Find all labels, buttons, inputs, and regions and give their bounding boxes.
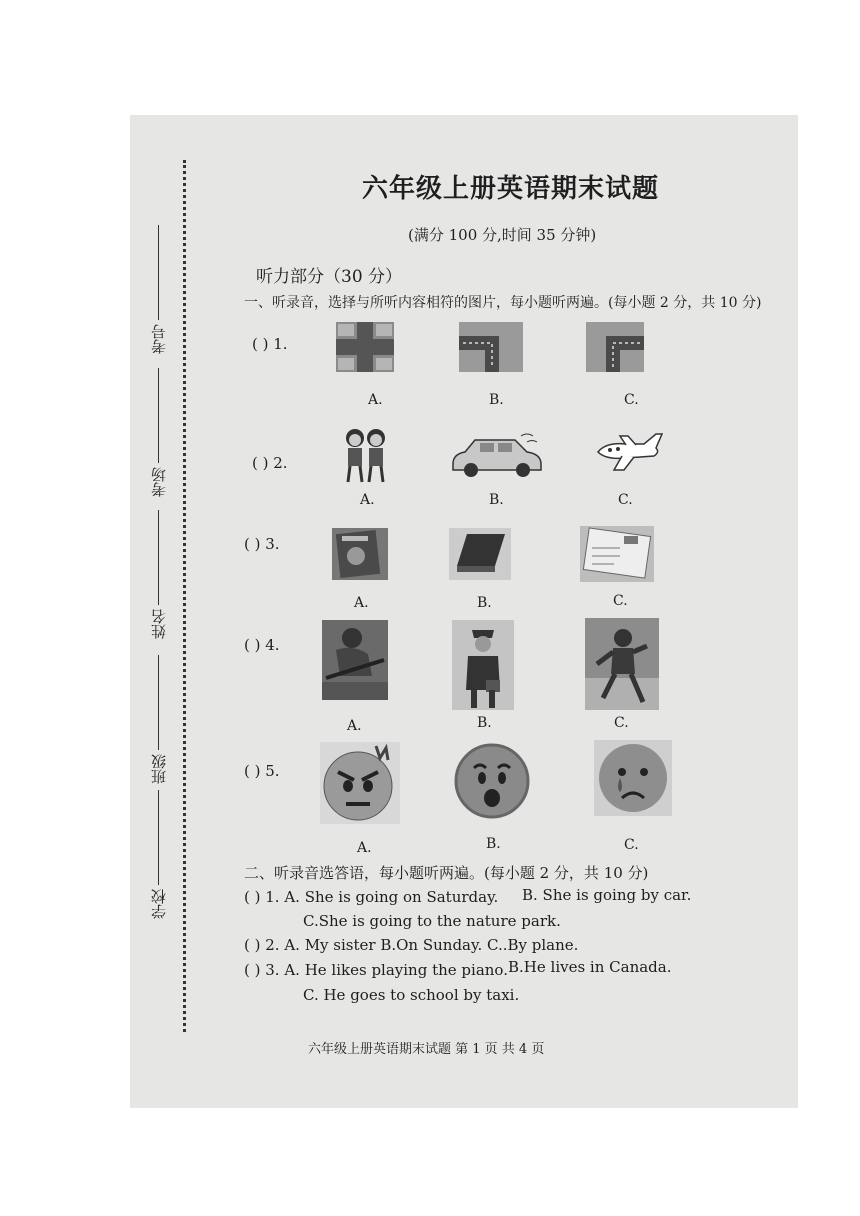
school-field bbox=[148, 790, 169, 919]
part2-q2-line: ( ) 2. A. My sister B.On Sunday. C..By plane. bbox=[244, 936, 579, 954]
exam-number-label: 考号 bbox=[150, 324, 168, 354]
part2-q3-line1: ( ) 3. A. He likes playing the piano. bbox=[244, 961, 508, 979]
pilot-picture bbox=[452, 620, 514, 710]
exam-number-field bbox=[148, 225, 169, 354]
option-label: A. bbox=[368, 392, 383, 408]
question-number: ( ) 3. bbox=[244, 535, 280, 553]
question-number: ( ) 5. bbox=[244, 762, 280, 780]
running-woman-picture bbox=[585, 618, 659, 710]
question-number: ( ) 2. bbox=[252, 454, 288, 472]
school-label: 学校 bbox=[150, 889, 168, 919]
option-label: C. bbox=[614, 715, 629, 731]
part1-heading: 一、听录音，选择与所听内容相符的图片，每小题听两遍。(每小题 2 分，共 10 分) bbox=[244, 295, 762, 311]
book-cover-picture bbox=[332, 528, 388, 580]
plane-picture bbox=[596, 430, 664, 472]
option-label: A. bbox=[354, 595, 369, 611]
part2-q1-line1: ( ) 1. A. She is going on Saturday. bbox=[244, 888, 499, 906]
student-name-label: 姓名 bbox=[150, 609, 168, 639]
student-name-field bbox=[148, 510, 169, 639]
angry-face-picture bbox=[320, 742, 400, 824]
page-title: 六年级上册英语期末试题 bbox=[362, 174, 660, 204]
exam-paper bbox=[130, 115, 798, 1108]
part2-q1-option-b: B. She is going by car. bbox=[522, 886, 692, 904]
walking-kids-picture bbox=[340, 426, 392, 486]
part2-heading: 二、听录音选答语，每小题听两遍。(每小题 2 分，共 10 分) bbox=[244, 864, 649, 882]
option-label: C. bbox=[624, 392, 639, 408]
exam-room-label: 考场 bbox=[150, 467, 168, 497]
option-label: B. bbox=[486, 836, 501, 852]
binding-dotted-line bbox=[183, 160, 186, 1032]
rowing-man-picture bbox=[322, 620, 388, 700]
page-footer: 六年级上册英语期末试题 第 1 页 共 4 页 bbox=[308, 1042, 545, 1057]
option-label: A. bbox=[360, 492, 375, 508]
part2-q1-option-c: C.She is going to the nature park. bbox=[303, 912, 561, 930]
page-subtitle: (满分 100 分,时间 35 分钟) bbox=[408, 226, 597, 244]
class-label: 班级 bbox=[150, 754, 168, 784]
car-picture bbox=[449, 432, 545, 480]
exam-room-field bbox=[148, 368, 169, 497]
part2-q3-option-b: B.He lives in Canada. bbox=[508, 958, 672, 976]
turn-left-road-picture bbox=[459, 322, 523, 372]
ticket-picture bbox=[580, 526, 654, 582]
closed-book-picture bbox=[449, 528, 511, 580]
option-label: C. bbox=[624, 837, 639, 853]
surprised-face-picture bbox=[454, 742, 530, 820]
part2-q3-option-c: C. He goes to school by taxi. bbox=[303, 986, 520, 1004]
crying-face-picture bbox=[594, 740, 672, 816]
option-label: B. bbox=[489, 392, 504, 408]
question-number: ( ) 4. bbox=[244, 636, 280, 654]
class-field bbox=[148, 655, 169, 784]
option-label: A. bbox=[357, 840, 372, 856]
option-label: C. bbox=[613, 593, 628, 609]
turn-right-road-picture bbox=[586, 322, 644, 372]
option-label: C. bbox=[618, 492, 633, 508]
option-label: B. bbox=[477, 715, 492, 731]
crossroads-picture bbox=[336, 322, 394, 372]
question-number: ( ) 1. bbox=[252, 335, 288, 353]
section-heading: 听力部分（30 分） bbox=[256, 267, 403, 287]
option-label: A. bbox=[347, 718, 362, 734]
option-label: B. bbox=[489, 492, 504, 508]
option-label: B. bbox=[477, 595, 492, 611]
